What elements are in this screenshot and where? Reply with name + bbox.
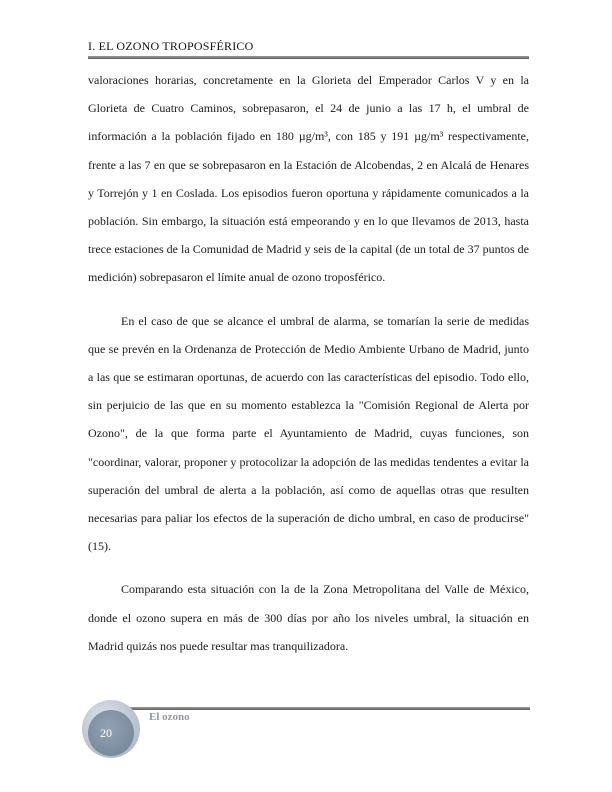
footer-section-title: El ozono xyxy=(149,711,190,723)
body-text xyxy=(88,66,529,660)
paragraph-2: En el caso de que se alcance el umbral de alarma, se tomarían la serie de medidas que se prevén en la Ordenanza de Protección de Medio Ambiente Urbano de Madrid, junto a las que se estimaran oportunas, de acuerdo con las características del episodio. Todo ello, sin perjuicio de las que en su momento establezca la "Comisión Regional de Alerta por Ozono", de la que forma parte el Ayuntamiento de Madrid, cuyas funciones, son "coordinar, valorar, proponer y protocolizar la adopción de las medidas tendentes a evitar la superación del umbral de alerta a la población, así como de aquellas otras que resulten necesarias para paliar los efectos de la superación de dicho umbral, en caso de producirse" (15). xyxy=(88,313,529,554)
running-header: I. EL OZONO TROPOSFÉRICO xyxy=(88,39,254,53)
footer-divider xyxy=(128,707,530,710)
header-divider xyxy=(88,56,529,59)
paragraph-3: Comparando esta situación con la de la Zona Metropolitana del Valle de México, donde el ozono supera en más de 300 días por año los niveles umbral, la situación en Madrid quizás nos puede resultar mas tranquilizadora. xyxy=(88,582,529,653)
page-number: 20 xyxy=(100,726,112,740)
paragraph-1: valoraciones horarias, concretamente en la Glorieta del Emperador Carlos V y en la Glorieta de Cuatro Caminos, sobrepasaron, el 24 de junio a las 17 h, el umbral de información a la población fijado en 180 µg/m³, con 185 y 191 µg/m³ respectivamente, frente a las 7 en que se sobrepasaron en la Estación de Alcobendas, 2 en Alcalá de Henares y Torrejón y 1 en Coslada. Los episodios fueron oportuna y rápidamente comunicados a la población. Sin embargo, la situación está empeorando y en lo que llevamos de 2013, hasta trece estaciones de la Comunidad de Madrid y seis de la capital (de un total de 37 puntos de medición) sobrepasaron el límite anual de ozono troposférico. xyxy=(88,73,529,285)
